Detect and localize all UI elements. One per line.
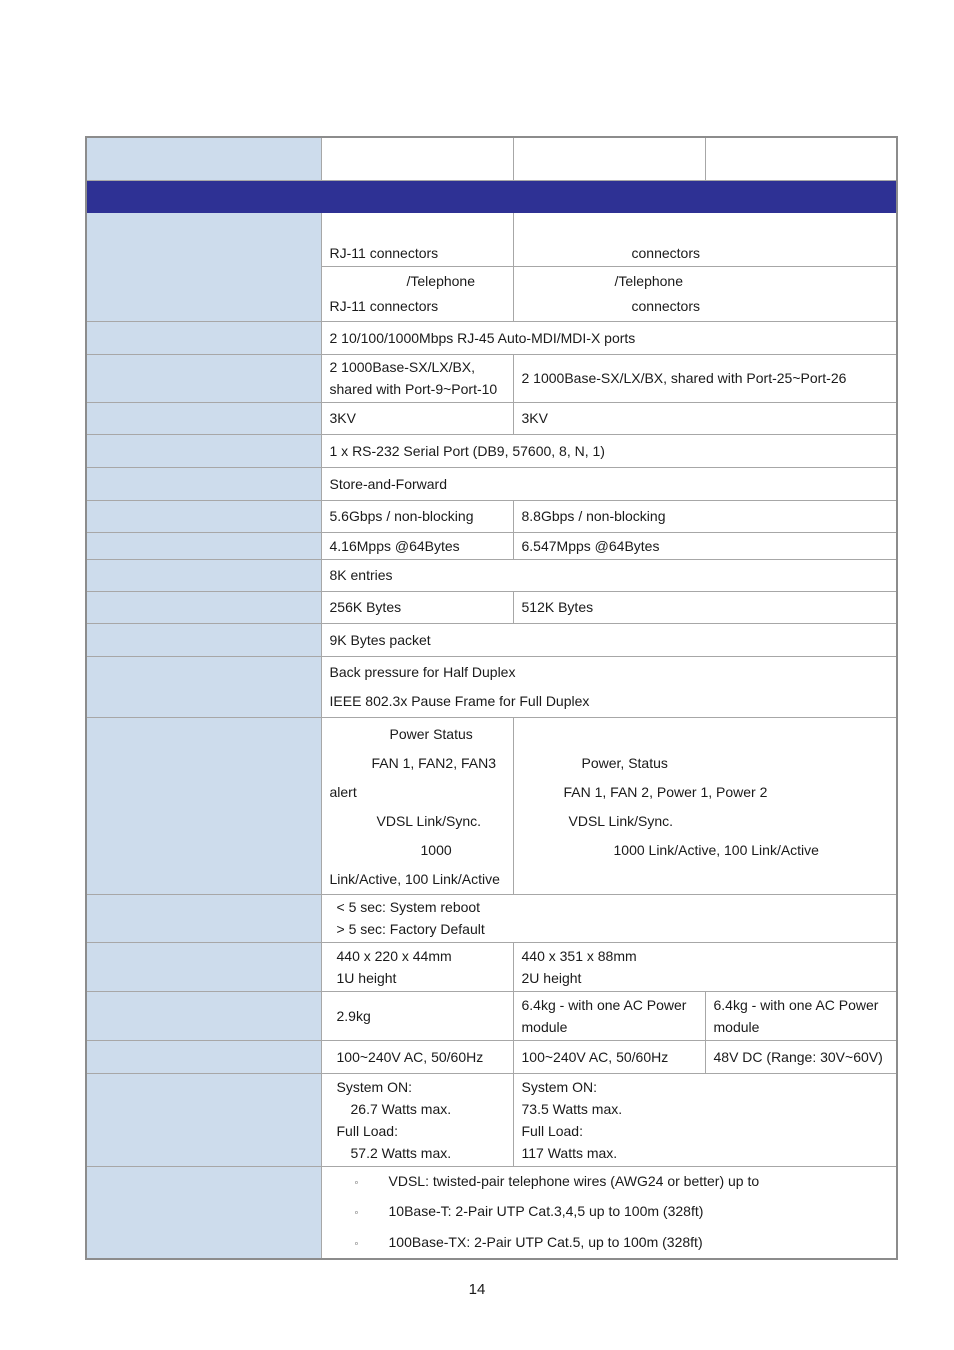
- label-cell: [86, 942, 321, 991]
- model-cell: [513, 137, 705, 180]
- dimensions-col1: 440 x 220 x 44mm 1U height: [321, 942, 513, 991]
- spec-table: [85, 136, 898, 1260]
- weight-col1: 2.9kg: [321, 991, 513, 1040]
- console-value: 1 x RS-232 Serial Port (DB9, 57600, 8, N, 1): [321, 434, 897, 467]
- flow-control-value: Back pressure for Half Duplex IEEE 802.3x Pause Frame for Full Duplex: [321, 656, 897, 717]
- weight-col3: 6.4kg - with one AC Power module: [705, 991, 897, 1040]
- row-reset: [86, 894, 897, 942]
- list-item: ◦ 10Base-T: 2-Pair UTP Cat.3,4,5 up to 100m (328ft): [330, 1197, 889, 1228]
- label-cell: [86, 559, 321, 591]
- header-row: [86, 137, 897, 180]
- list-item: ◦ 100Base-TX: 2-Pair UTP Cat.5, up to 100m (328ft): [330, 1228, 889, 1259]
- leds-col1: Power Status FAN 1, FAN2, FAN3 alert VDSL Link/Sync. 1000 Link/Active, 100 Link/Active: [321, 717, 513, 894]
- label-cell: [86, 500, 321, 532]
- row-gigabit: [86, 321, 897, 354]
- list-item: ◦ VDSL: twisted-pair telephone wires (AWG24 or better) up to: [330, 1167, 889, 1198]
- fabric-col1: 5.6Gbps / non-blocking: [321, 500, 513, 532]
- sfp-col2: 2 1000Base-SX/LX/BX, shared with Port-25~Port-26: [513, 354, 897, 402]
- row-dimensions: [86, 942, 897, 991]
- row-fabric: [86, 500, 897, 532]
- vdsl-a-col2: connectors: [513, 212, 897, 266]
- row-vdsl-a: [86, 212, 897, 266]
- power-req-col2: 100~240V AC, 50/60Hz: [513, 1040, 705, 1073]
- label-cell: [86, 1040, 321, 1073]
- row-console: [86, 434, 897, 467]
- row-sfp: [86, 354, 897, 402]
- row-surge: [86, 402, 897, 434]
- label-cell: [86, 591, 321, 623]
- surge-col2: 3KV: [513, 402, 897, 434]
- weight-col2: 6.4kg - with one AC Power module: [513, 991, 705, 1040]
- label-cell: [86, 894, 321, 942]
- row-flow-control: [86, 656, 897, 717]
- model-cell: [705, 137, 897, 180]
- label-cell: [86, 137, 321, 180]
- vdsl-b-col1: /Telephone RJ-11 connectors: [321, 266, 513, 321]
- label-cell: [86, 991, 321, 1040]
- buffer-col1: 256K Bytes: [321, 591, 513, 623]
- label-cell: [86, 321, 321, 354]
- buffer-col2: 512K Bytes: [513, 591, 897, 623]
- label-cell: [86, 532, 321, 559]
- switch-arch-value: Store-and-Forward: [321, 467, 897, 500]
- row-throughput: [86, 532, 897, 559]
- label-cell: [86, 467, 321, 500]
- throughput-col1: 4.16Mpps @64Bytes: [321, 532, 513, 559]
- jumbo-value: 9K Bytes packet: [321, 623, 897, 656]
- label-cell: [86, 1166, 321, 1259]
- label-cell: [86, 1073, 321, 1166]
- bullet-icon: ◦: [354, 1237, 359, 1250]
- row-weight: [86, 991, 897, 1040]
- vdsl-b-col2: /Telephone connectors: [513, 266, 897, 321]
- bullet-icon: ◦: [354, 1176, 359, 1189]
- label-cell: [86, 623, 321, 656]
- mac-table-value: 8K entries: [321, 559, 897, 591]
- gigabit-value: 2 10/100/1000Mbps RJ-45 Auto-MDI/MDI-X ports: [321, 321, 897, 354]
- power-req-col3: 48V DC (Range: 30V~60V): [705, 1040, 897, 1073]
- row-jumbo: [86, 623, 897, 656]
- row-mac-table: [86, 559, 897, 591]
- page-number: 14: [468, 1281, 486, 1298]
- sfp-col1: 2 1000Base-SX/LX/BX, shared with Port-9~Port-10: [321, 354, 513, 402]
- throughput-col2: 6.547Mpps @64Bytes: [513, 532, 897, 559]
- leds-col2: Power, Status FAN 1, FAN 2, Power 1, Power 2 VDSL Link/Sync. 1000 Link/Active, 100 Link/Active: [513, 717, 897, 894]
- row-power-consumption: [86, 1073, 897, 1166]
- dimensions-col2: 440 x 351 x 88mm 2U height: [513, 942, 897, 991]
- section-band: [86, 180, 897, 212]
- row-leds: [86, 717, 897, 894]
- power-req-col1: 100~240V AC, 50/60Hz: [321, 1040, 513, 1073]
- section-band-row: [86, 180, 897, 212]
- label-cell: [86, 354, 321, 402]
- reset-value: < 5 sec: System reboot > 5 sec: Factory Default: [321, 894, 897, 942]
- fabric-col2: 8.8Gbps / non-blocking: [513, 500, 897, 532]
- surge-col1: 3KV: [321, 402, 513, 434]
- row-switch-arch: [86, 467, 897, 500]
- label-cell: [86, 402, 321, 434]
- model-cell: [321, 137, 513, 180]
- label-cell: [86, 434, 321, 467]
- label-cell: [86, 717, 321, 894]
- bullet-icon: ◦: [354, 1207, 359, 1219]
- row-cabling: [86, 1166, 897, 1259]
- row-power-requirement: [86, 1040, 897, 1073]
- cabling-value: [321, 1166, 897, 1259]
- row-buffer: [86, 591, 897, 623]
- vdsl-a-col1: RJ-11 connectors: [321, 212, 513, 266]
- label-cell: [86, 656, 321, 717]
- power-cons-col2: System ON: 73.5 Watts max. Full Load: 117 Watts max.: [513, 1073, 897, 1166]
- power-cons-col1: System ON: 26.7 Watts max. Full Load: 57.2 Watts max.: [321, 1073, 513, 1166]
- label-cell: [86, 212, 321, 321]
